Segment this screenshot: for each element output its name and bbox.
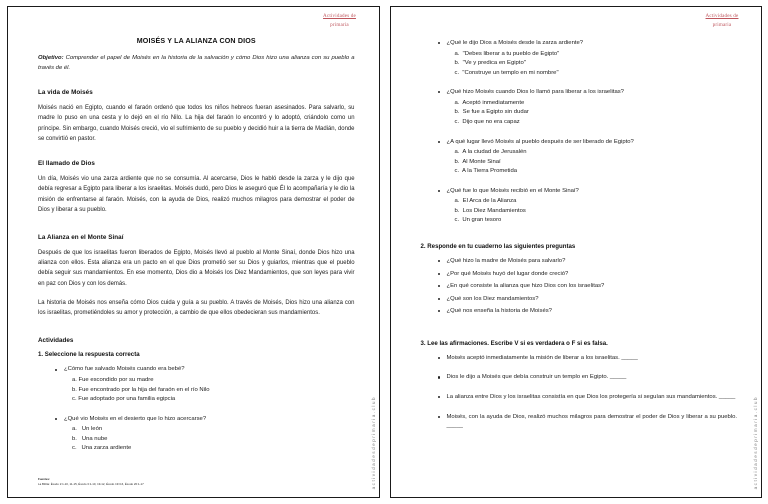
option-item[interactable]: c. Fue adoptado por una familia egipcia xyxy=(72,396,176,403)
sources-text: La Biblia: Éxodo 2:1-10, 11-15, Éxodo 3:1-10, 19-12, Éxodo 19:3-6, Éxodo 20:1-17 xyxy=(38,482,144,487)
question-item xyxy=(447,270,738,280)
question-item xyxy=(447,138,738,177)
exercise-3-statement-list xyxy=(421,354,738,432)
question-text: ¿Qué hizo Moisés cuando Dios lo llamó para liberar a los israelitas? xyxy=(446,89,624,96)
brand-watermark-corner xyxy=(311,12,369,31)
question-text: ¿Qué nos enseña la historia de Moisés? xyxy=(446,308,552,315)
watermark-line-1: Actividades de xyxy=(323,13,356,19)
question-text: ¿Qué son los Diez mandamientos? xyxy=(446,295,539,302)
objective-label: Objetivo: xyxy=(38,55,64,61)
question-item xyxy=(447,257,738,267)
page-left-content xyxy=(8,7,379,497)
option-item[interactable]: c. Dijo que no era capaz xyxy=(454,118,520,125)
option-item[interactable]: a. Fue escondido por su madre xyxy=(72,376,154,383)
page-right-content xyxy=(391,7,762,497)
question-text: ¿Qué le dijo Dios a Moisés desde la zarza ardiente? xyxy=(446,40,584,46)
option-item[interactable]: b. Los Diez Mandamientos xyxy=(454,207,526,214)
section-paragraph-alianza-1: Después de que los israelitas fueron liberados de Egipto, Moisés llevó al pueblo al Monte Sinaí, donde Dios hizo una alianza con ellos. Esta alianza era un pacto en el que Dios prometió ser su Dios y guiarlos, mientras que el pueblo debía seguir sus mandamientos. En ese momento, Dios dio a Moisés los Diez Mandamientos, que son leyes para vivir en paz con Dios y con los demás. xyxy=(38,250,355,287)
objective-text: Comprender el papel de Moisés en la historia de la salvación y cómo Dios hizo una alianza con su pueblo a través de él. xyxy=(38,55,355,71)
question-text: ¿Qué fue lo que Moisés recibió en el Monte Sinaí? xyxy=(446,187,579,194)
question-item xyxy=(64,365,355,404)
question-item xyxy=(447,295,738,305)
option-item[interactable]: a. Aceptó inmediatamente xyxy=(454,99,525,106)
option-list xyxy=(447,148,738,177)
exercise-1-heading: 1. Seleccione la respuesta correcta xyxy=(38,351,140,359)
question-text: ¿Qué hizo la madre de Moisés para salvarlo? xyxy=(446,258,566,264)
brand-watermark-side: actividadesdeprimaria.club xyxy=(753,395,758,489)
option-list xyxy=(447,197,738,226)
option-item[interactable]: b. Al Monte Sinaí xyxy=(454,158,501,165)
sources-note xyxy=(38,477,144,487)
option-list xyxy=(447,50,738,79)
statement-item[interactable] xyxy=(447,393,738,403)
watermark-line-1: Actividades de xyxy=(705,13,739,19)
watermark-line-2: primaria xyxy=(330,22,349,29)
spacer xyxy=(38,327,355,337)
option-list xyxy=(64,376,355,405)
statement-text: La alianza entre Dios y los israelitas consistía en que Dios los protegería si seguían sus mandamientos. _____ xyxy=(446,393,736,400)
option-item[interactable]: a. "Debes liberar a tu pueblo de Egipto" xyxy=(454,50,560,57)
option-list xyxy=(447,99,738,128)
spacer xyxy=(38,224,355,234)
question-item xyxy=(447,282,738,292)
exercise-2-heading: 2. Responde en tu cuaderno las siguientes preguntas xyxy=(420,243,576,250)
statement-item[interactable] xyxy=(447,354,738,364)
section-paragraph-llamado: Un día, Moisés vio una zarza ardiente que no se consumía. Al acercarse, Dios le habló desde la zarza y le dijo que debía regresar a Egipto para liberar a los israelitas. Moisés dudó, pero Dios le aseguró que Él lo acompañaría y le dio la misión de enfrentarse al faraón. Moisés, con la ayuda de Dios, realizó muchos milagros para demostrar el poder de Dios y liberar a su pueblo. xyxy=(38,176,355,213)
worksheet-page-left xyxy=(7,6,380,498)
statement-item[interactable] xyxy=(447,413,738,432)
question-item xyxy=(447,88,738,127)
statement-text: Moisés aceptó inmediatamente la misión de liberar a los israelitas. _____ xyxy=(446,354,638,361)
question-text: ¿En qué consiste la alianza que hizo Dios con los israelitas? xyxy=(446,283,605,290)
spacer xyxy=(38,153,355,160)
page-title: MOISÉS Y LA ALIANZA CON DIOS xyxy=(136,37,256,45)
section-heading-alianza: La Alianza en el Monte Sinaí xyxy=(38,234,124,241)
question-item xyxy=(64,415,355,454)
brand-watermark-corner xyxy=(693,12,751,31)
option-item[interactable]: b. "Ve y predica en Egipto" xyxy=(454,60,526,67)
section-heading-vida: La vida de Moisés xyxy=(38,89,93,97)
question-item xyxy=(447,39,738,78)
option-item[interactable]: c. A la Tierra Prometida xyxy=(454,168,518,175)
spacer xyxy=(421,13,738,39)
question-item xyxy=(447,187,738,226)
option-list xyxy=(64,425,355,454)
sources-label: Fuentes: xyxy=(38,477,51,482)
spacer xyxy=(421,236,738,243)
option-item[interactable]: a. El Arca de la Alianza xyxy=(454,198,517,205)
exercise-2-question-list xyxy=(421,257,738,317)
objective-paragraph xyxy=(38,54,355,73)
option-item[interactable]: c. Una zarza ardiente xyxy=(72,445,132,452)
spacer xyxy=(421,320,738,340)
brand-watermark-side: actividadesdeprimaria.club xyxy=(370,395,376,489)
statement-text: Moisés, con la ayuda de Dios, realizó muchos milagros para demostrar el poder de Dios y liberar a su pueblo. _____ xyxy=(446,413,737,430)
option-item[interactable]: c. "Construye un templo en mi nombre" xyxy=(454,69,559,76)
activities-heading: Actividades xyxy=(38,337,74,345)
question-text: ¿Qué vio Moisés en el desierto que lo hizo acercarse? xyxy=(64,415,207,422)
section-heading-llamado: El llamado de Dios xyxy=(38,160,95,168)
option-item[interactable]: b. Se fue a Egipto sin dudar xyxy=(454,109,529,116)
question-text: ¿A qué lugar llevó Moisés al pueblo después de ser liberado de Egipto? xyxy=(446,138,634,145)
section-paragraph-alianza-2: La historia de Moisés nos enseña cómo Dios cuida y guía a su pueblo. A través de Moisés, Dios hizo una alianza con los israelitas, prometiéndoles su amor y protección, a cambio de que ellos obedecieran sus mandamientos. xyxy=(38,299,355,317)
question-item xyxy=(447,307,738,317)
worksheet-page-right xyxy=(390,6,763,498)
exercise-3-heading: 3. Lee las afirmaciones. Escribe V si es verdadera o F si es falsa. xyxy=(420,339,608,347)
option-item[interactable]: c. Un gran tesoro xyxy=(454,217,502,224)
option-item[interactable]: a. A la ciudad de Jerusalén xyxy=(454,149,527,156)
statement-item[interactable] xyxy=(447,373,738,383)
statement-text: Dios le dijo a Moisés que debía construir un templo en Egipto. _____ xyxy=(446,374,627,381)
exercise-1-question-list-continued xyxy=(421,39,738,226)
question-text: ¿Por qué Moisés huyó del lugar donde creció? xyxy=(446,270,569,277)
question-text: ¿Cómo fue salvado Moisés cuando era bebé? xyxy=(64,366,185,373)
option-item[interactable]: b. Una nube xyxy=(72,435,108,442)
option-item[interactable]: a. Un león xyxy=(72,426,103,433)
watermark-line-2: primaria xyxy=(712,22,732,29)
exercise-1-question-list xyxy=(38,365,355,454)
section-paragraph-vida: Moisés nació en Egipto, cuando el faraón ordenó que todos los niños hebreos fueran asesinados. Para salvarlo, su madre lo puso en una cesta y lo dejó en el río Nilo. La hija del faraón lo encontró y lo adoptó, criándolo como un príncipe. Sin embargo, cuando Moisés creció, vio el sufrimiento de su pueblo y decidió huir a la tierra de Madián, donde se convirtió en pastor. xyxy=(38,105,355,142)
option-item[interactable]: b. Fue encontrado por la hija del faraón en el río Nilo xyxy=(72,386,210,393)
